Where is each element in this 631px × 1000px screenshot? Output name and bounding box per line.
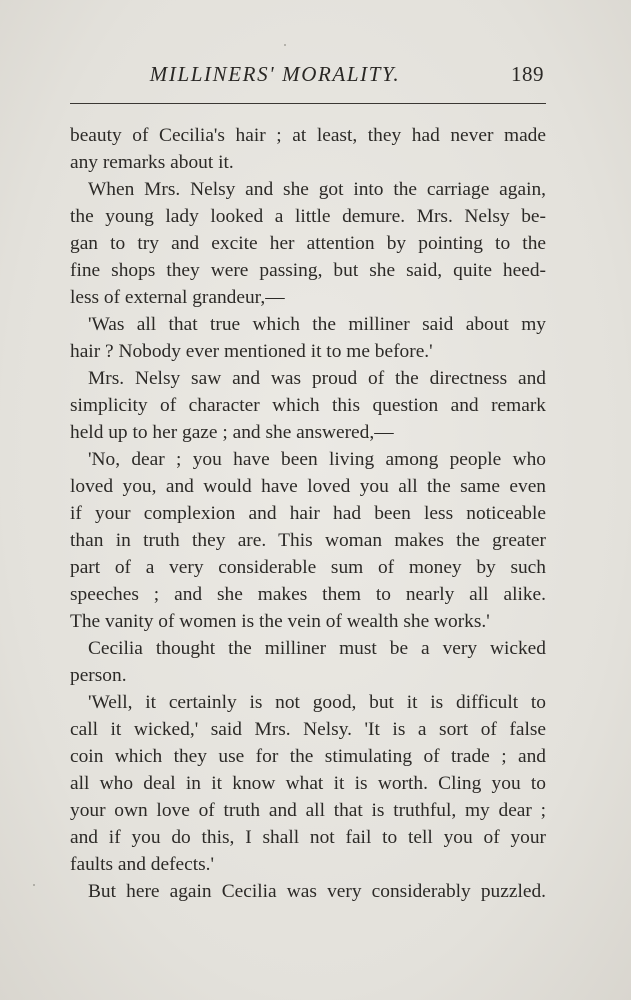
running-title: MILLINERS' MORALITY. — [149, 62, 401, 86]
text-line: simplicity of character which this question and remark — [70, 395, 546, 416]
text-line: speeches ; and she makes them to nearly all alike. — [70, 584, 546, 605]
text-line: Cecilia thought the milliner must be a very wicked — [88, 638, 546, 659]
text-line: if your complexion and hair had been less noticeable — [70, 503, 546, 524]
text-line: all who deal in it know what it is worth. Cling you to — [70, 773, 546, 794]
text-line: held up to her gaze ; and she answered,— — [70, 422, 394, 443]
text-line: your own love of truth and all that is truthful, my dear ; — [70, 800, 546, 821]
paper-speck — [33, 884, 35, 886]
text-line: But here again Cecilia was very considerably puzzled. — [88, 881, 546, 902]
text-line: 'Was all that true which the milliner said about my — [88, 314, 546, 335]
text-line: call it wicked,' said Mrs. Nelsy. 'It is a sort of false — [70, 719, 546, 740]
text-line: person. — [70, 665, 127, 686]
text-line: When Mrs. Nelsy and she got into the carriage again, — [88, 179, 546, 200]
text-line: faults and defects.' — [70, 854, 215, 875]
text-line: The vanity of women is the vein of wealth she works.' — [70, 611, 490, 632]
text-line: less of external grandeur,— — [70, 287, 285, 308]
page-number: 189 — [511, 62, 544, 86]
text-line: loved you, and would have loved you all the same even — [70, 476, 546, 497]
text-line: gan to try and excite her attention by pointing to the — [70, 233, 546, 254]
text-line: and if you do this, I shall not fail to tell you of your — [70, 827, 546, 848]
text-line: part of a very considerable sum of money by such — [70, 557, 546, 578]
text-line: than in truth they are. This woman makes the greater — [70, 530, 546, 551]
text-line: any remarks about it. — [70, 152, 234, 173]
running-head — [70, 62, 548, 92]
text-line: hair ? Nobody ever mentioned it to me before.' — [70, 341, 433, 362]
text-line: fine shops they were passing, but she said, quite heed- — [70, 260, 546, 281]
paper-speck — [284, 44, 286, 46]
text-line: beauty of Cecilia's hair ; at least, they had never made — [70, 125, 546, 146]
text-line: 'No, dear ; you have been living among people who — [88, 449, 546, 470]
text-line: coin which they use for the stimulating of trade ; and — [70, 746, 546, 767]
text-line: the young lady looked a little demure. Mrs. Nelsy be- — [70, 206, 546, 227]
text-line: 'Well, it certainly is not good, but it is difficult to — [88, 692, 546, 713]
header-rule — [70, 103, 546, 104]
body-text — [70, 122, 546, 905]
text-line: Mrs. Nelsy saw and was proud of the directness and — [88, 368, 546, 389]
